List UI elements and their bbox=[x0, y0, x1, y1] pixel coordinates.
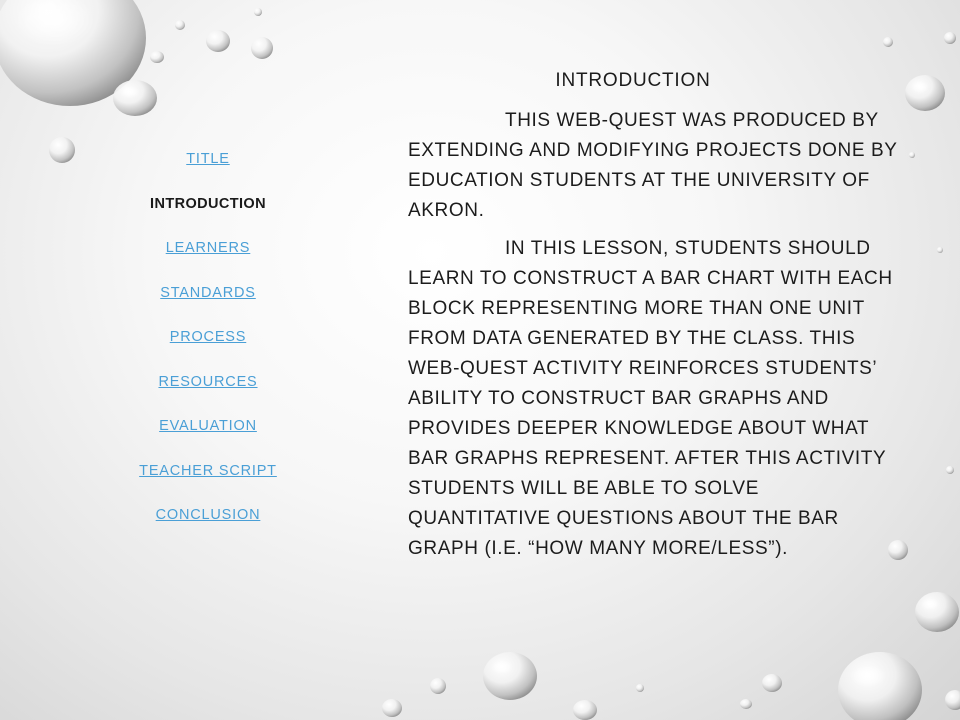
water-drop bbox=[573, 700, 597, 720]
nav-link-process[interactable]: PROCESS bbox=[169, 329, 247, 345]
water-drop bbox=[946, 466, 954, 474]
water-drop bbox=[430, 678, 446, 694]
nav-link-conclusion[interactable]: CONCLUSION bbox=[155, 507, 261, 523]
water-drop bbox=[945, 690, 960, 710]
nav-current-introduction: INTRODUCTION bbox=[150, 195, 266, 212]
intro-paragraph-1: THIS WEB-QUEST WAS PRODUCED BY EXTENDING AND MODIFYING PROJECTS DONE BY EDUCATION STUDENTS AT THE UNIVERSITY OF AKRON. bbox=[408, 110, 898, 221]
water-drop bbox=[944, 32, 956, 44]
main-content bbox=[408, 66, 898, 572]
slide-navigation bbox=[108, 146, 308, 547]
water-drop bbox=[206, 30, 230, 52]
water-drop bbox=[49, 137, 75, 163]
nav-item-teacher-script[interactable] bbox=[108, 458, 308, 503]
nav-item-evaluation[interactable] bbox=[108, 413, 308, 458]
water-drop bbox=[113, 80, 157, 116]
nav-item-conclusion[interactable] bbox=[108, 502, 308, 547]
nav-item-introduction bbox=[108, 191, 308, 236]
water-drop bbox=[251, 37, 273, 59]
water-drop bbox=[838, 652, 922, 720]
water-drop bbox=[909, 152, 915, 158]
water-drop bbox=[382, 699, 402, 717]
water-drop bbox=[915, 592, 959, 632]
water-drop bbox=[636, 684, 644, 692]
nav-link-resources[interactable]: RESOURCES bbox=[158, 373, 258, 390]
water-drop bbox=[883, 37, 893, 47]
nav-link-title[interactable]: TITLE bbox=[186, 151, 230, 167]
nav-link-learners[interactable]: LEARNERS bbox=[165, 240, 251, 256]
nav-link-teacher-script[interactable]: TEACHER SCRIPT bbox=[139, 462, 277, 479]
page-title: INTRODUCTION bbox=[555, 70, 711, 91]
water-drop bbox=[175, 20, 185, 30]
water-drop bbox=[740, 699, 752, 709]
nav-item-process[interactable] bbox=[108, 324, 308, 369]
nav-item-standards[interactable] bbox=[108, 280, 308, 325]
water-drop bbox=[254, 8, 262, 16]
nav-link-standards[interactable]: STANDARDS bbox=[160, 284, 256, 301]
water-drop bbox=[905, 75, 945, 111]
nav-item-learners[interactable] bbox=[108, 235, 308, 280]
water-drop bbox=[150, 51, 164, 63]
water-drop bbox=[483, 652, 537, 700]
water-drop bbox=[762, 674, 782, 692]
nav-item-resources[interactable] bbox=[108, 369, 308, 414]
intro-paragraph-2: IN THIS LESSON, STUDENTS SHOULD LEARN TO CONSTRUCT A BAR CHART WITH EACH BLOCK REPRESENTING MORE THAN ONE UNIT FROM DATA GENERATED BY THE CLASS. THIS WEB-QUEST ACTIVITY REINFORCES STUDENTS’ ABILITY TO CONSTRUCT BAR GRAPHS AND PROVIDES DEEPER KNOWLEDGE ABOUT WHAT BAR GRAPHS REPRESENT. AFTER THIS ACTIVITY STUDENTS WILL BE ABLE TO SOLVE QUANTITATIVE QUESTIONS ABOUT THE BAR GRAPH (I.E. “HOW MANY MORE/LESS”). bbox=[408, 238, 893, 559]
nav-link-evaluation[interactable]: EVALUATION bbox=[159, 418, 257, 434]
water-drop bbox=[937, 247, 943, 253]
nav-item-title[interactable] bbox=[108, 146, 308, 191]
